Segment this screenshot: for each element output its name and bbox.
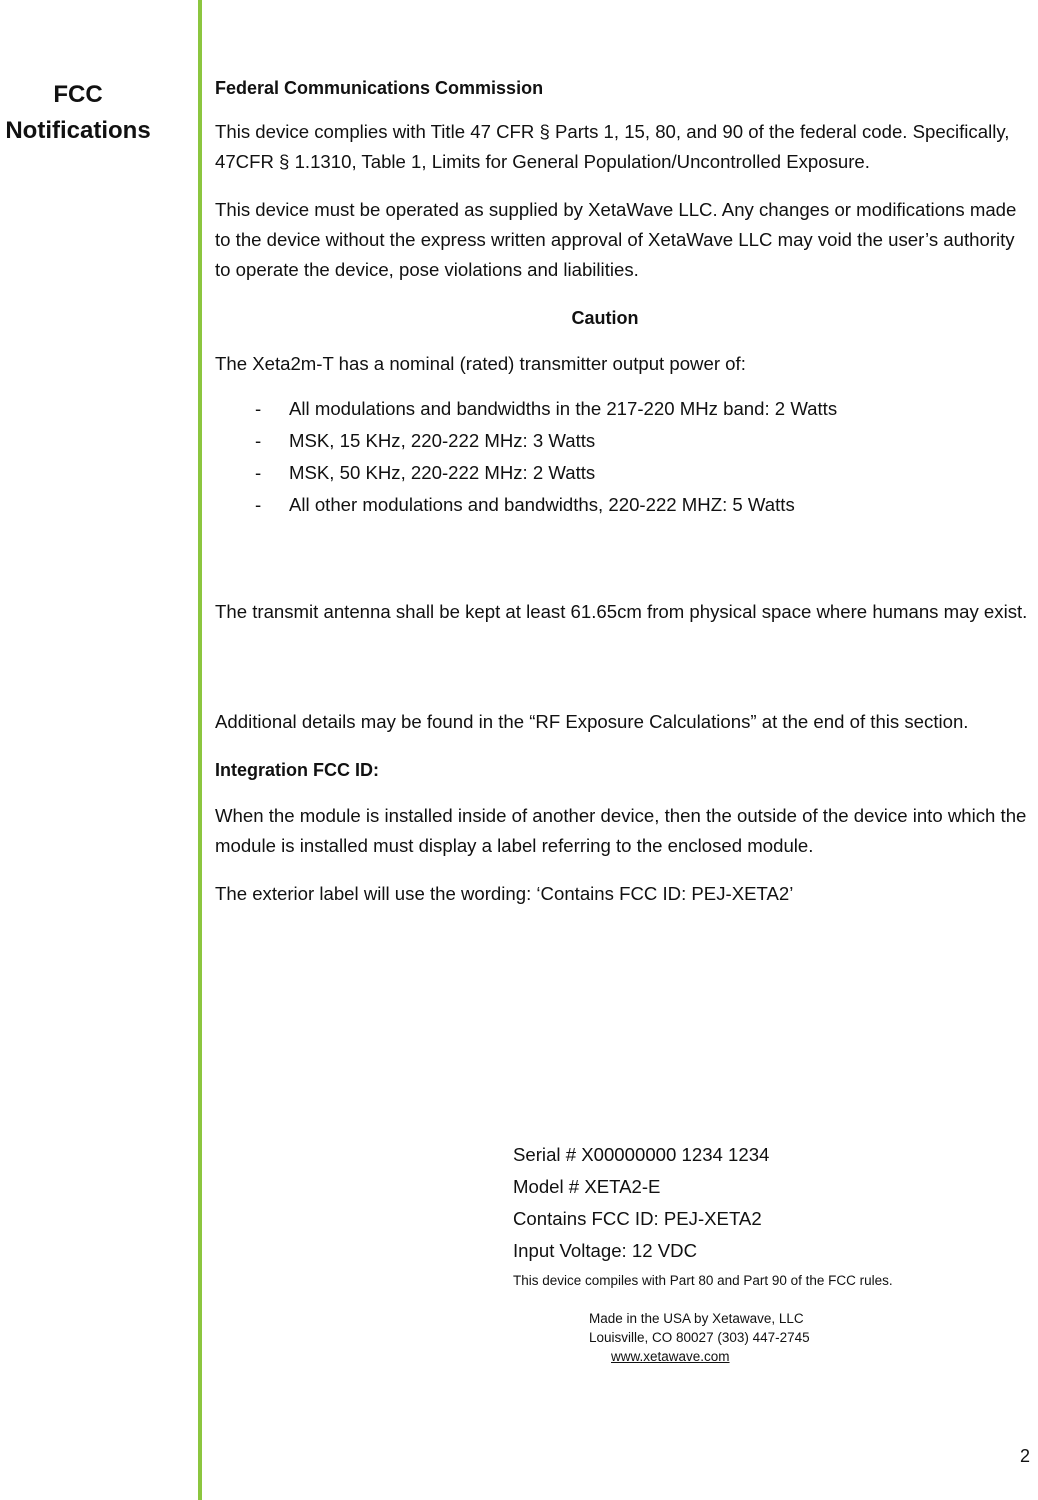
compliance-paragraph: This device complies with Title 47 CFR § Parts 1, 15, 80, and 90 of the federal code. Specifically, 47CFR § 1.1310, Table 1, Limits for General Population/Uncontrolled Exposure. bbox=[215, 121, 1010, 172]
list-item-text: MSK, 15 KHz, 220-222 MHz: 3 Watts bbox=[289, 430, 596, 451]
page-number: 2 bbox=[1019, 1446, 1030, 1466]
compliance-note: This device compiles with Part 80 and Part 90 of the FCC rules. bbox=[513, 1273, 893, 1288]
list-item bbox=[215, 457, 1035, 489]
caution-heading: Caution bbox=[571, 308, 639, 328]
model-number: Model # XETA2-E bbox=[513, 1176, 661, 1197]
list-item bbox=[215, 393, 1035, 425]
fcc-id: Contains FCC ID: PEJ-XETA2 bbox=[513, 1208, 762, 1229]
main-content bbox=[215, 73, 1035, 927]
bullet-dash: - bbox=[255, 398, 262, 419]
bullet-dash: - bbox=[255, 494, 262, 515]
input-voltage: Input Voltage: 12 VDC bbox=[513, 1240, 697, 1261]
power-intro: The Xeta2m-T has a nominal (rated) transmitter output power of: bbox=[215, 353, 746, 374]
list-item-text: MSK, 50 KHz, 220-222 MHz: 2 Watts bbox=[289, 462, 596, 483]
integration-heading: Integration FCC ID: bbox=[215, 760, 379, 780]
sidebar-divider bbox=[198, 0, 202, 1500]
bullet-dash: - bbox=[255, 462, 262, 483]
antenna-paragraph: The transmit antenna shall be kept at least 61.65cm from physical space where humans may exist. bbox=[215, 601, 1028, 622]
integration-paragraph: When the module is installed inside of another device, then the outside of the device into which the module is installed must display a label referring to the enclosed module. bbox=[215, 805, 1027, 856]
modification-paragraph: This device must be operated as supplied by XetaWave LLC. Any changes or modifications made to the device without the express written approval of XetaWave LLC may void the user’s authority to operate the device, pose violations and liabilities. bbox=[215, 199, 1017, 280]
exterior-label-paragraph: The exterior label will use the wording: ‘Contains FCC ID: PEJ-XETA2’ bbox=[215, 883, 794, 904]
device-label bbox=[513, 1139, 993, 1366]
list-item bbox=[215, 425, 1035, 457]
additional-paragraph: Additional details may be found in the “RF Exposure Calculations” at the end of this section. bbox=[215, 711, 969, 732]
sidebar-title bbox=[0, 77, 156, 149]
sidebar-title-line1: FCC bbox=[53, 81, 103, 108]
manufacturer-info bbox=[589, 1309, 993, 1366]
address: Louisville, CO 80027 (303) 447-2745 bbox=[589, 1330, 810, 1345]
list-item bbox=[215, 489, 1035, 521]
made-in: Made in the USA by Xetawave, LLC bbox=[589, 1311, 804, 1326]
website-link[interactable]: www.xetawave.com bbox=[611, 1349, 730, 1364]
serial-number: Serial # X00000000 1234 1234 bbox=[513, 1144, 770, 1165]
power-list bbox=[215, 393, 1035, 521]
section-heading: Federal Communications Commission bbox=[215, 78, 544, 98]
bullet-dash: - bbox=[255, 430, 262, 451]
list-item-text: All modulations and bandwidths in the 217-220 MHz band: 2 Watts bbox=[289, 398, 838, 419]
list-item-text: All other modulations and bandwidths, 220-222 MHZ: 5 Watts bbox=[289, 494, 795, 515]
sidebar-title-line2: Notifications bbox=[5, 117, 151, 144]
